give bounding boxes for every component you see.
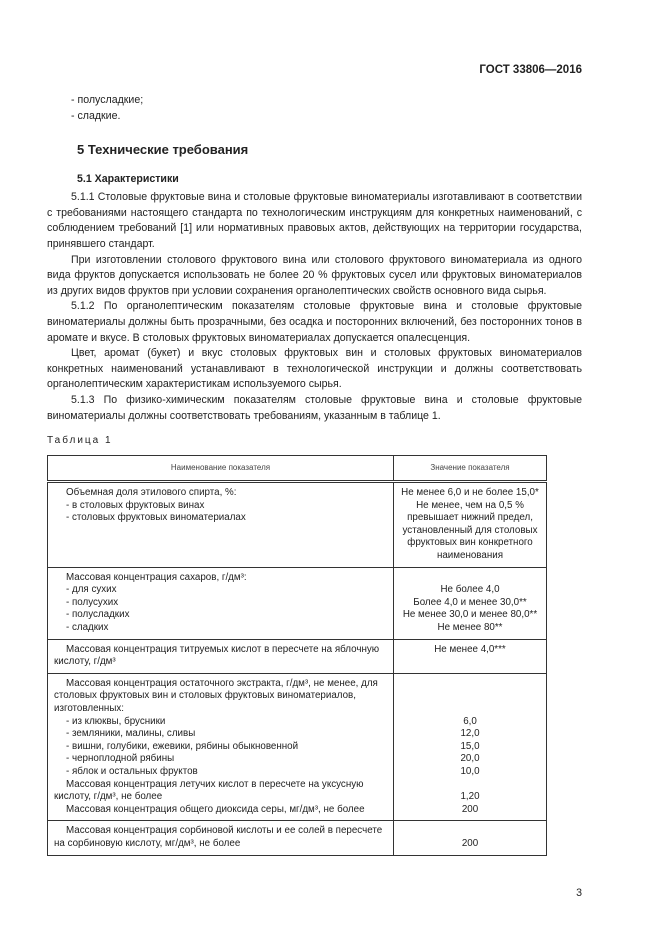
cell-line: - вишни, голубики, ежевики, рябины обыкновенной <box>66 740 299 752</box>
cell-line: Не менее 80** <box>437 622 503 634</box>
indicator-cell <box>48 567 394 639</box>
subsection-title: 5.1 Характеристики <box>77 173 179 186</box>
page-number: 3 <box>576 886 582 899</box>
body-text <box>47 190 582 424</box>
indicator-cell <box>48 821 394 855</box>
table-caption: Таблица 1 <box>47 435 113 447</box>
cell-line: 6,0 <box>463 715 477 727</box>
cell-line: - полусладких <box>66 609 130 621</box>
table-row <box>48 821 547 855</box>
value-cell <box>394 821 547 855</box>
table-row <box>48 482 547 568</box>
paragraph: 5.1.3 По физико-химическим показателям столовые фруктовые вина и столовые фруктовые виноматериалы должны соответствовать требованиям, указанным в таблице 1. <box>47 393 582 422</box>
table-row <box>48 639 547 673</box>
cell-line: Массовая концентрация летучих кислот в пересчете на уксусную кислоту, г/дм³, не более <box>54 778 364 803</box>
table-row <box>48 673 547 821</box>
cell-line: 1,20 <box>460 791 480 803</box>
cell-line: - яблок и остальных фруктов <box>66 765 198 777</box>
standard-header: ГОСТ 33806—2016 <box>479 64 582 76</box>
cell-line: Массовая концентрация сорбиновой кислоты и ее солей в пересчете на сорбиновую кислоту, мг/дм³, не более <box>54 825 383 849</box>
column-header: Значение показателя <box>394 456 547 482</box>
value-cell <box>394 482 547 568</box>
cell-line: - столовых фруктовых виноматериалах <box>66 512 246 524</box>
cell-line: - полусухих <box>66 596 119 608</box>
cell-line: - из клюквы, брусники <box>66 715 166 727</box>
table-row <box>48 567 547 639</box>
cell-line: - черноплодной рябины <box>66 753 175 765</box>
cell-line: Не менее 4,0*** <box>434 643 506 655</box>
cell-line: 200 <box>461 803 479 815</box>
cell-line: Не менее 6,0 и не более 15,0* <box>401 487 539 499</box>
list-item: - сладкие. <box>71 109 121 122</box>
cell-line: - для сухих <box>66 584 117 596</box>
cell-line: - сладких <box>66 622 109 634</box>
cell-line: 12,0 <box>460 728 480 740</box>
column-header: Наименование показателя <box>48 456 394 482</box>
cell-line: 10,0 <box>460 765 480 777</box>
top-list <box>47 93 582 124</box>
cell-line: - в столовых фруктовых винах <box>66 499 205 511</box>
cell-line: Не менее, чем на 0,5 % превышает нижний предел, установленный для столовых фруктовых вин конкретного наименования <box>402 499 538 562</box>
list-item: - полусладкие; <box>71 94 144 106</box>
cell-line: 15,0 <box>460 740 480 752</box>
cell-line: Не более 4,0 <box>440 584 500 596</box>
cell-line: Объемная доля этилового спирта, %: <box>66 487 237 499</box>
indicator-cell <box>48 673 394 821</box>
paragraph: При изготовлении столового фруктового вина или столового фруктового виноматериала из одного вида фруктов допускается использовать не более 20 % фруктовых сусел или фруктовых виноматериалов из других видов фруктов при условии сохранения органолептических свойств основного вида сырья. <box>47 253 582 297</box>
paragraph: 5.1.1 Столовые фруктовые вина и столовые фруктовые виноматериалы изготавливают в соответствии с требованиями настоящего стандарта по технологическим инструкциям для конкретных наименований, с соблюдением требований [1] или нормативных правовых актов, действующих на территории государства, принявшего стандарт. <box>47 191 582 250</box>
cell-line: Массовая концентрация остаточного экстракта, г/дм³, не менее, для столовых фруктовых вин и столовых фруктовых виноматериалов, изготовленных: <box>54 677 378 714</box>
cell-line: Массовая концентрация общего диоксида серы, мг/дм³, не более <box>66 803 365 815</box>
cell-line: Не менее 30,0 и менее 80,0** <box>402 609 538 621</box>
cell-line: 200 <box>461 837 479 849</box>
cell-line: Массовая концентрация сахаров, г/дм³: <box>66 571 247 583</box>
cell-line: Более 4,0 и менее 30,0** <box>413 596 527 608</box>
cell-line: - земляники, малины, сливы <box>66 728 196 740</box>
cell-line: Массовая концентрация титруемых кислот в пересчете на яблочную кислоту, г/дм³ <box>54 643 380 668</box>
cell-line: 20,0 <box>460 753 480 765</box>
paragraph: Цвет, аромат (букет) и вкус столовых фруктовых вин и столовых фруктовых виноматериалов конкретных наименований устанавливают в технологической инструкции и должны соответствовать органолептическим характеристикам используемого сырья. <box>47 347 582 391</box>
indicator-cell <box>48 482 394 568</box>
value-cell <box>394 567 547 639</box>
section-title: 5 Технические требования <box>77 142 249 158</box>
paragraph: 5.1.2 По органолептическим показателям столовые фруктовые вина и столовые фруктовые виноматериалы должны быть прозрачными, без осадка и посторонних включений, без посторонних тонов в аромате и вкусе. В столовых фруктовых виноматериалах допускается опалесценция. <box>47 300 582 344</box>
indicator-cell <box>48 639 394 673</box>
value-cell <box>394 639 547 673</box>
value-cell <box>394 673 547 821</box>
requirements-table <box>47 455 547 855</box>
